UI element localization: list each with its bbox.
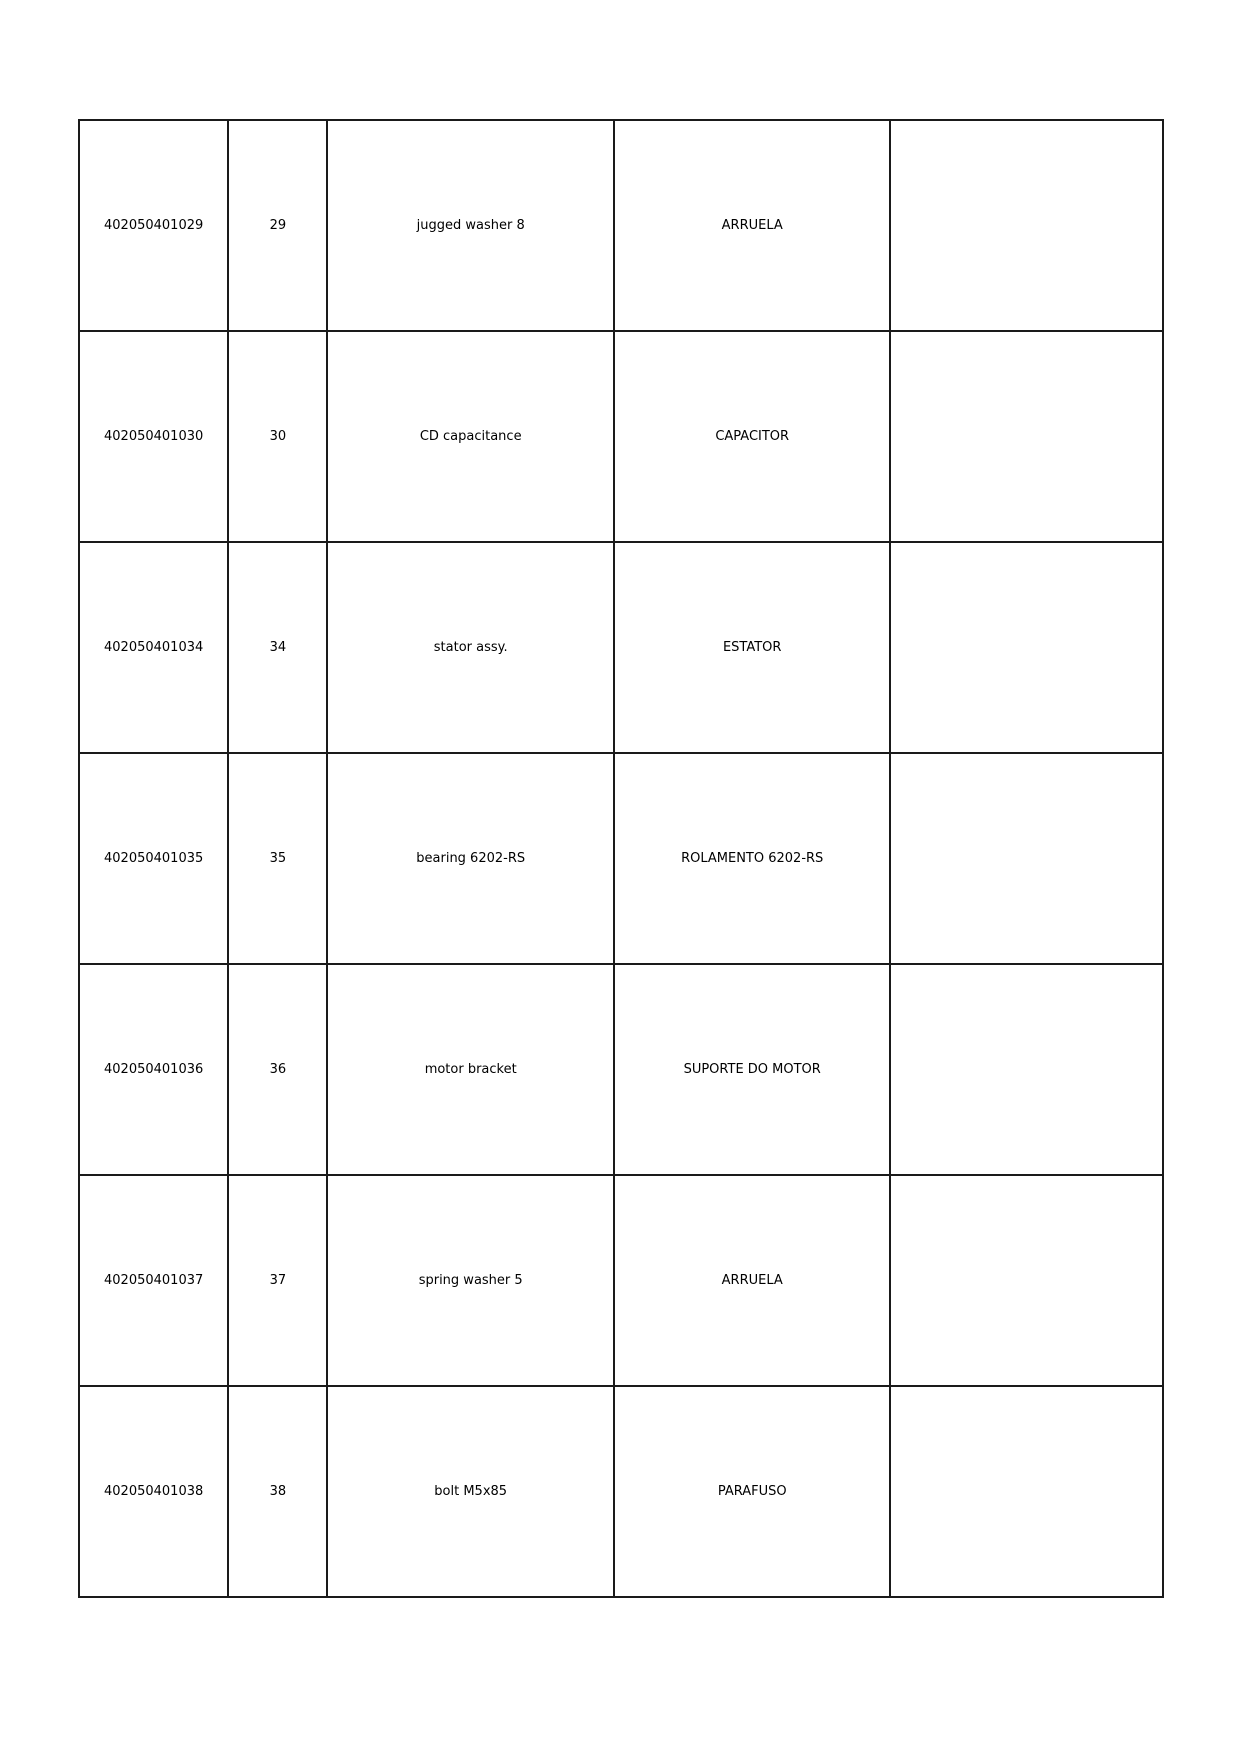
part-code-cell: 402050401034 <box>79 542 228 753</box>
table-row <box>79 1386 1163 1597</box>
parts-table <box>78 119 1164 1598</box>
extra-cell <box>890 542 1163 753</box>
position-cell: 38 <box>228 1386 327 1597</box>
extra-cell <box>890 120 1163 331</box>
part-code-cell: 402050401029 <box>79 120 228 331</box>
description-pt-cell: ARRUELA <box>614 120 891 331</box>
extra-cell <box>890 1386 1163 1597</box>
description-en-cell: stator assy. <box>327 542 614 753</box>
description-en-cell: motor bracket <box>327 964 614 1175</box>
extra-cell <box>890 331 1163 542</box>
position-cell: 34 <box>228 542 327 753</box>
description-pt-cell: ROLAMENTO 6202-RS <box>614 753 891 964</box>
position-cell: 30 <box>228 331 327 542</box>
description-en-cell: jugged washer 8 <box>327 120 614 331</box>
table-row <box>79 753 1163 964</box>
part-code-cell: 402050401036 <box>79 964 228 1175</box>
description-pt-cell: ARRUELA <box>614 1175 891 1386</box>
position-cell: 29 <box>228 120 327 331</box>
position-cell: 35 <box>228 753 327 964</box>
extra-cell <box>890 964 1163 1175</box>
table-row <box>79 331 1163 542</box>
table-row <box>79 542 1163 753</box>
table-row <box>79 1175 1163 1386</box>
table-row <box>79 120 1163 331</box>
description-en-cell: bearing 6202-RS <box>327 753 614 964</box>
description-pt-cell: CAPACITOR <box>614 331 891 542</box>
extra-cell <box>890 753 1163 964</box>
extra-cell <box>890 1175 1163 1386</box>
table-row <box>79 964 1163 1175</box>
description-pt-cell: PARAFUSO <box>614 1386 891 1597</box>
description-en-cell: spring washer 5 <box>327 1175 614 1386</box>
description-pt-cell: SUPORTE DO MOTOR <box>614 964 891 1175</box>
position-cell: 37 <box>228 1175 327 1386</box>
position-cell: 36 <box>228 964 327 1175</box>
parts-table-body <box>79 120 1163 1597</box>
description-pt-cell: ESTATOR <box>614 542 891 753</box>
part-code-cell: 402050401038 <box>79 1386 228 1597</box>
part-code-cell: 402050401030 <box>79 331 228 542</box>
description-en-cell: CD capacitance <box>327 331 614 542</box>
part-code-cell: 402050401035 <box>79 753 228 964</box>
description-en-cell: bolt M5x85 <box>327 1386 614 1597</box>
part-code-cell: 402050401037 <box>79 1175 228 1386</box>
